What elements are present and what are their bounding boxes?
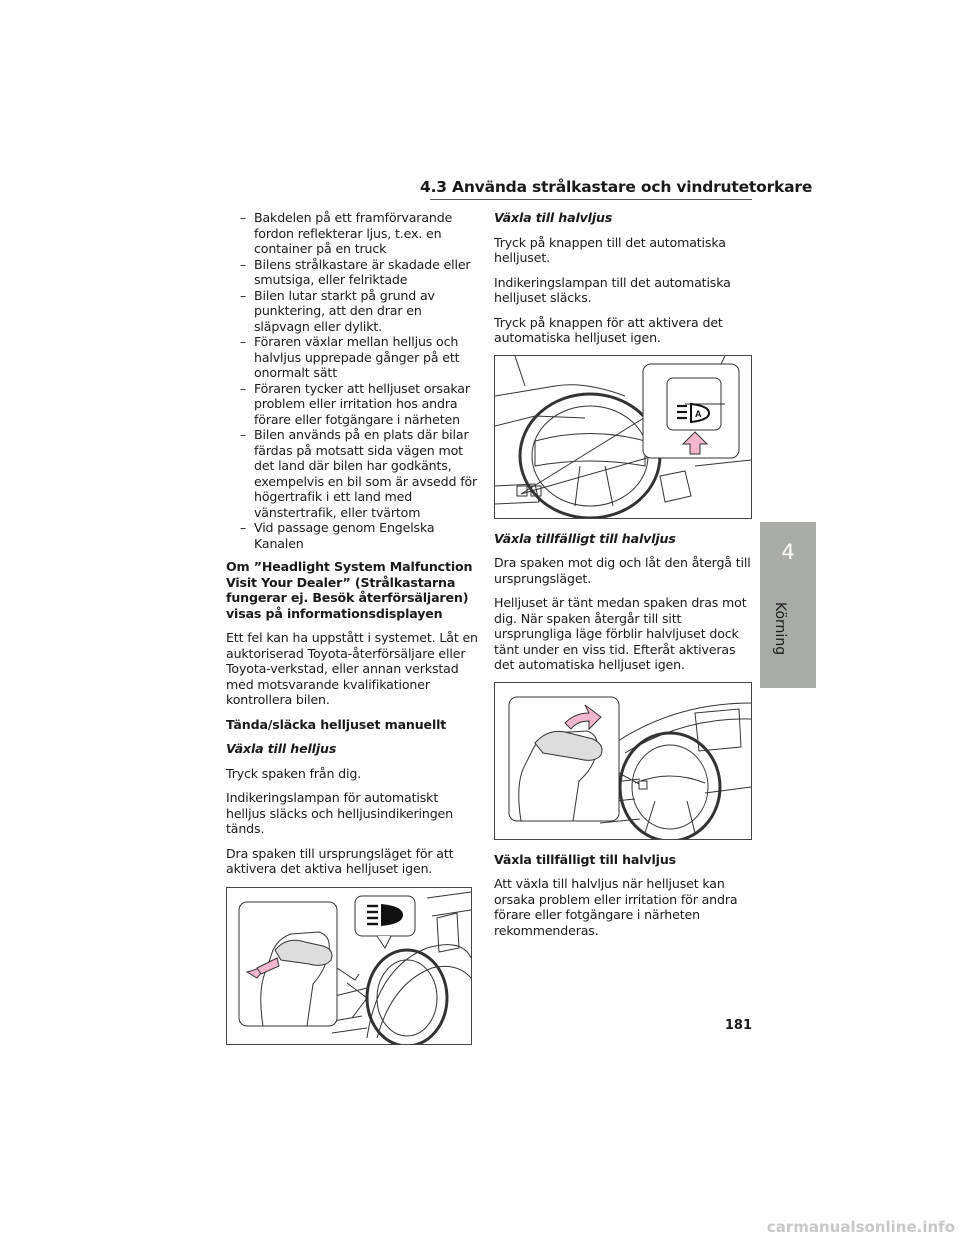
conditions-list	[226, 210, 478, 551]
chapter-label: Körning	[772, 602, 788, 656]
list-item: – Föraren tycker att helljuset orsakar problem eller irritation hos andra förare eller fotgängare i närheten	[240, 380, 470, 427]
high-beam-step-3: Dra spaken till ursprungsläget för att aktivera det aktiva helljuset igen.	[226, 845, 454, 876]
temporary-low-beam-step-1: Dra spaken mot dig och låt den återgå till ursprungsläget.	[494, 555, 751, 586]
lever-pull-illustration	[494, 682, 752, 840]
temporary-low-beam-heading-2: Växla tillfälligt till halvljus	[494, 851, 676, 867]
list-item: – Bilen lutar starkt på grund av punktering, att den drar en släpvagn eller dylikt.	[240, 287, 435, 334]
list-item-text: Föraren växlar mellan helljus och halvljus upprepade gånger på ett onormalt sätt	[254, 334, 460, 380]
list-item-text: Vid passage genom Engelska Kanalen	[254, 520, 435, 551]
list-item: – Bilens strålkastare är skadade eller smutsiga, eller felriktade	[240, 256, 471, 287]
list-item: – Föraren växlar mellan helljus och halvljus upprepade gånger på ett onormalt sätt	[240, 334, 460, 380]
low-beam-step-3: Tryck på knappen för att aktivera det automatiska helljuset igen.	[494, 314, 723, 345]
list-item: – Bakdelen på ett framförvarande fordon reflekterar ljus, t.ex. en container på en truck	[240, 210, 453, 256]
malfunction-text: Ett fel kan ha uppstått i systemet. Låt en auktoriserad Toyota-återförsäljare eller Toyota-verkstad, eller annan verkstad med motsvarande kvalifikationer kontrollera bilen.	[226, 630, 478, 707]
high-beam-heading: Växla till helljus	[226, 741, 337, 756]
low-beam-step-2: Indikeringslampan till det automatiska helljuset släcks.	[494, 274, 731, 305]
temporary-low-beam-step-2: Helljuset är tänt medan spaken dras mot dig. När spaken återgår till sitt ursprungliga läge förblir halvljuset dock tänt under en viss tid. Efteråt aktiveras det automatiska helljuset igen.	[494, 595, 747, 672]
manual-heading: Tända/släcka helljuset manuellt	[226, 716, 447, 732]
chapter-side-tab	[760, 522, 816, 688]
list-item: – Bilen används på en plats där bilar färdas på motsatt sida vägen mot det land där bilen har godkänts, exempelvis en bil som är avsedd för högertrafik i ett land med vänstertrafik, eller tvärtom	[240, 427, 478, 520]
list-item-text: Bilens strålkastare är skadade eller smutsiga, eller felriktade	[254, 256, 471, 287]
malfunction-heading: Om ”Headlight System Malfunction Visit Your Dealer” (Strålkastarna fungerar ej. Besök återförsäljaren) visas på informationsdisplayen	[226, 559, 473, 621]
list-item-text: Bakdelen på ett framförvarande fordon reflekterar ljus, t.ex. en container på en truck	[254, 210, 453, 256]
header-rule	[430, 199, 752, 200]
left-column	[226, 210, 478, 1045]
temporary-low-beam-note: Att växla till halvljus när helljuset kan orsaka problem eller irritation för andra förare eller fotgängare i närheten rekommenderas.	[494, 876, 738, 938]
list-item-text: Bilen används på en plats där bilar färdas på motsatt sida vägen mot det land där bilen har godkänts, exempelvis en bil som är avsedd för högertrafik i ett land med vänstertrafik, eller tvärtom	[254, 427, 478, 520]
page-number: 181	[724, 1018, 752, 1033]
list-item-text: Föraren tycker att helljuset orsakar problem eller irritation hos andra förare eller fotgängare i närheten	[254, 380, 470, 427]
chapter-number: 4	[781, 540, 795, 564]
temporary-low-beam-heading: Växla tillfälligt till halvljus	[494, 530, 676, 546]
watermark: carmanualsonline.info	[766, 1218, 955, 1236]
lever-push-illustration	[226, 887, 472, 1045]
list-item-text: Bilen lutar starkt på grund av punktering, att den drar en släpvagn eller dylikt.	[254, 287, 435, 334]
high-beam-step-2: Indikeringslampan för automatiskt helljus släcks och helljusindikeringen tänds.	[226, 790, 453, 836]
svg-text:A: A	[695, 408, 702, 419]
list-item: – Vid passage genom Engelska Kanalen	[240, 520, 435, 551]
low-beam-heading: Växla till halvljus	[494, 210, 613, 225]
low-beam-step-1: Tryck på knappen till det automatiska helljuset.	[494, 234, 726, 265]
right-column	[494, 210, 752, 947]
page-header-title: 4.3 Använda strålkastare och vindrutetorkare	[420, 178, 813, 196]
auto-high-beam-button-illustration	[494, 355, 752, 519]
high-beam-step-1: Tryck spaken från dig.	[226, 765, 362, 781]
